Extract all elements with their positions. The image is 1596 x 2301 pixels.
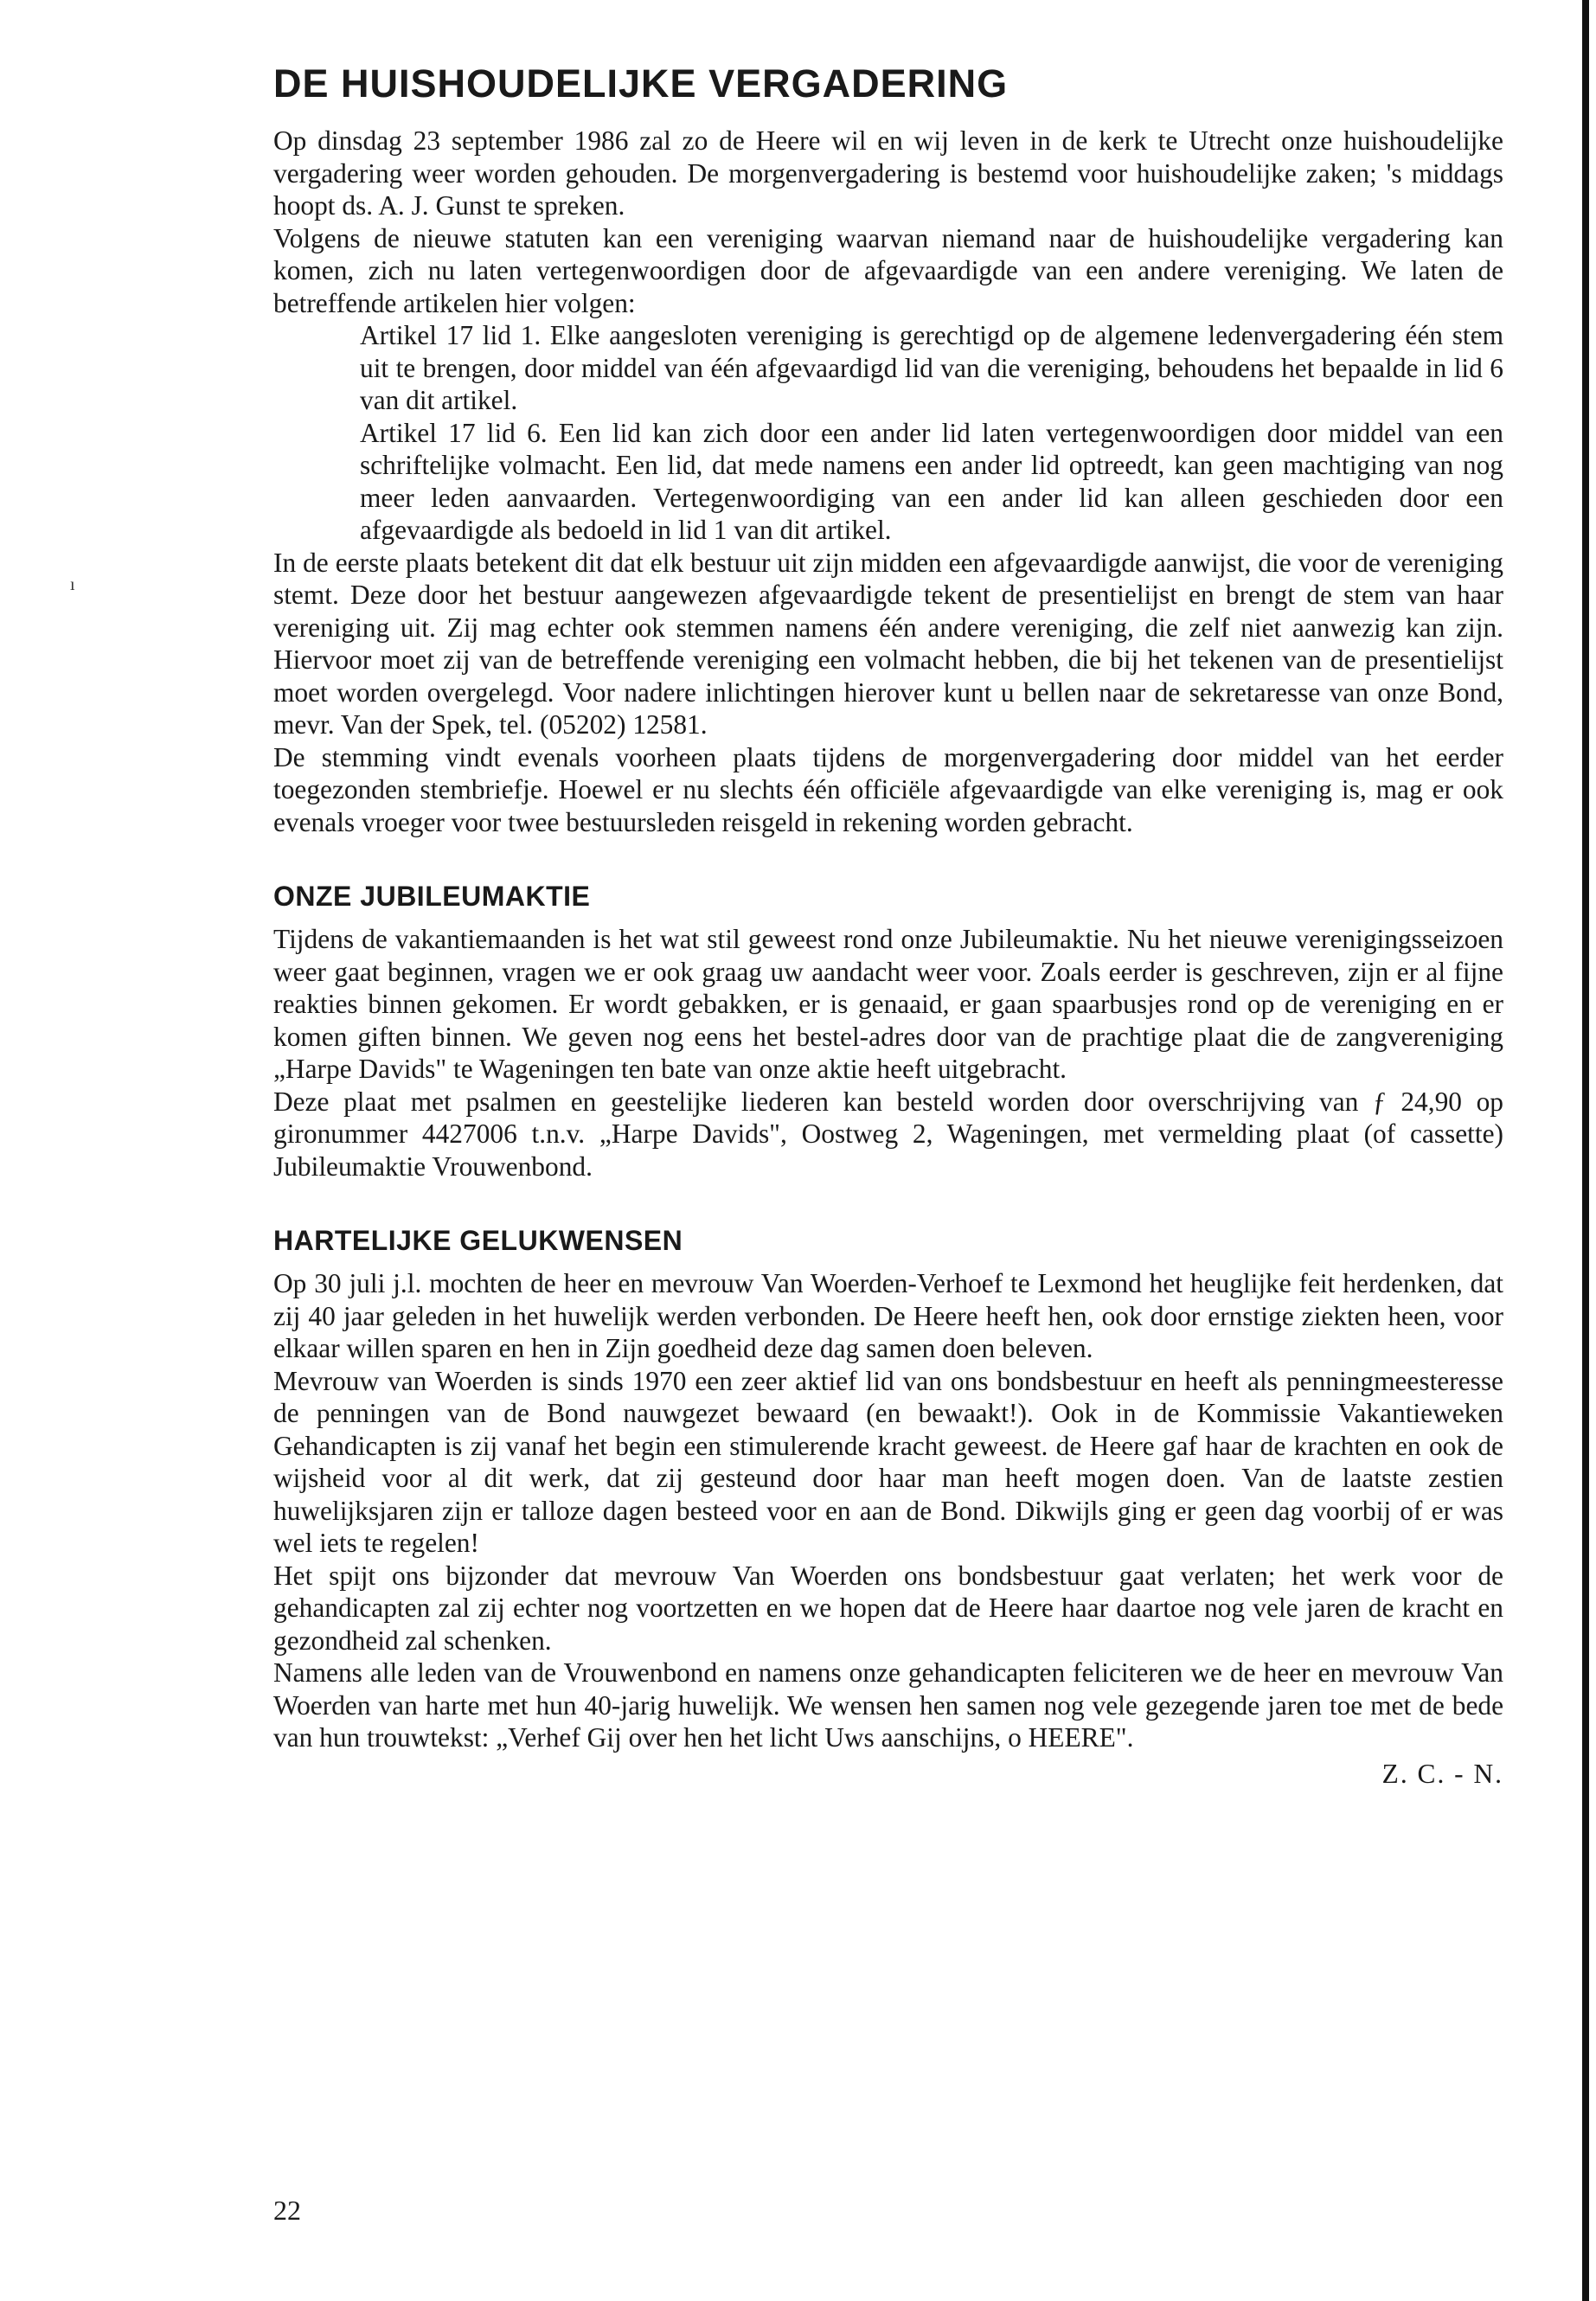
scan-speck: ı (70, 575, 75, 594)
paragraph: Tijdens de vakantiemaanden is het wat stil geweest rond onze Jubileumaktie. Nu het nieuwe verenigingsseizoen weer gaat beginnen, vragen we er ook graag uw aandacht weer voor. Zoals eerder is geschreven, zijn er al fijne reakties binnen gekomen. Er wordt gebakken, er is genaaid, er gaan spaarbusjes rond op de vereniging en er komen giften binnen. We geven nog eens het bestel-adres door van de prachtige plaat die de zangvereniging „Harpe Davids" te Wageningen ten bate van onze aktie heeft uitgebracht. (273, 924, 1503, 1084)
paragraph: Namens alle leden van de Vrouwenbond en namens onze gehandicapten feliciteren we de heer en mevrouw Van Woerden van harte met hun 40-jarig huwelijk. We wensen hen samen nog vele gezegende jaren toe met de bede van hun trouwtekst: „Verhef Gij over hen het licht Uws aanschijns, o HEERE". (273, 1657, 1503, 1753)
page-number: 22 (273, 2195, 301, 2226)
section-title-gelukwensen: HARTELIJKE GELUKWENSEN (273, 1225, 683, 1256)
section-spacer (273, 1183, 1503, 1222)
paragraph: Op dinsdag 23 september 1986 zal zo de Heere wil en wij leven in de kerk te Utrecht onze huishoudelijke vergadering weer worden gehouden. De morgenvergadering is bestemd voor huishoudelijke zaken; 's middags hoopt ds. A. J. Gunst te spreken. (273, 125, 1503, 221)
section-title-jubileumaktie: ONZE JUBILEUMAKTIE (273, 881, 591, 912)
document-page (273, 61, 1503, 1790)
paragraph: Mevrouw van Woerden is sinds 1970 een zeer aktief lid van ons bondsbestuur en heeft als penningmeesteresse de penningen van de Bond nauwgezet bewaard (en bewaakt!). Ook in de Kommissie Vakantieweken Gehandicapten is zij vanaf het begin een stimulerende kracht geweest. de Heere gaf haar de krachten en ook de wijsheid voor al dit werk, dat zij gesteund door haar man heeft mogen doen. Van de laatste zestien huwelijksjaren zijn er talloze dagen besteed voor en aan de Bond. Dikwijls ging er geen dag voorbij of er was wel iets te regelen! (273, 1365, 1503, 1558)
paragraph: In de eerste plaats betekent dit dat elk bestuur uit zijn midden een afgevaardigde aanwijst, die voor de vereniging stemt. Deze door het bestuur aangewezen afgevaardigde tekent de presentielijst en brengt de stem van haar vereniging uit. Zij mag echter ook stemmen namens één andere vereniging, die zelf niet aanwezig kan zijn. Hiervoor moet zij van de betreffende vereniging een volmacht hebben, die bij het tekenen van de presentielijst moet worden overgelegd. Voor nadere inlichtingen hierover kunt u bellen naar de sekretaresse van onze Bond, mevr. Van der Spek, tel. (05202) 12581. (273, 547, 1503, 740)
paragraph: De stemming vindt evenals voorheen plaats tijdens de morgenvergadering door middel van het eerder toegezonden stembriefje. Hoewel er nu slechts één officiële afgevaardigde van elke vereniging is, mag er ook evenals vroeger voor twee bestuursleden reisgeld in rekening worden gebracht. (273, 741, 1503, 837)
paragraph: Op 30 juli j.l. mochten de heer en mevrouw Van Woerden-Verhoef te Lexmond het heuglijke feit herdenken, dat zij 40 jaar geleden in het huwelijk werden verbonden. De Heere heeft hen, ook door ernstige ziekten heen, voor elkaar willen sparen en hen in Zijn goedheid deze dag samen doen beleven. (273, 1268, 1503, 1363)
paragraph: Het spijt ons bijzonder dat mevrouw Van Woerden ons bondsbestuur gaat verlaten; het werk voor de gehandicapten zal zij echter nog voortzetten en we hopen dat de Heere haar daartoe nog vele jaren de kracht en gezondheid zal schenken. (273, 1560, 1503, 1656)
article-quote: Artikel 17 lid 1. Elke aangesloten vereniging is gerechtigd op de algemene ledenvergadering één stem uit te brengen, door middel van één afgevaardigd lid van die vereniging, behoudens het bepaalde in lid 6 van dit artikel. (360, 320, 1503, 415)
paragraph: Volgens de nieuwe statuten kan een vereniging waarvan niemand naar de huishoudelijke vergadering kan komen, zich nu laten vertegenwoordigen door de afgevaardigde van een andere vereniging. We laten de betreffende artikelen hier volgen: (273, 222, 1503, 318)
section-title-huishoudelijke-vergadering: DE HUISHOUDELIJKE VERGADERING (273, 61, 1009, 106)
article-quote: Artikel 17 lid 6. Een lid kan zich door een ander lid laten vertegenwoordigen door middel van een schriftelijke volmacht. Een lid, dat mede namens een ander lid optreedt, kan geen machtiging van nog meer leden aanvaarden. Vertegenwoordiging van een ander lid kan alleen geschieden door een afgevaardigde als bedoeld in lid 1 van dit artikel. (360, 417, 1503, 545)
scan-edge-rule (1582, 0, 1589, 2301)
signature: Z. C. - N. (1381, 1758, 1503, 1789)
paragraph: Deze plaat met psalmen en geestelijke liederen kan besteld worden door overschrijving van ƒ 24,90 op gironummer 4427006 t.n.v. „Harpe Davids", Oostweg 2, Wageningen, met vermelding plaat (of cassette) Jubileumaktie Vrouwenbond. (273, 1086, 1503, 1182)
section-spacer (273, 838, 1503, 878)
